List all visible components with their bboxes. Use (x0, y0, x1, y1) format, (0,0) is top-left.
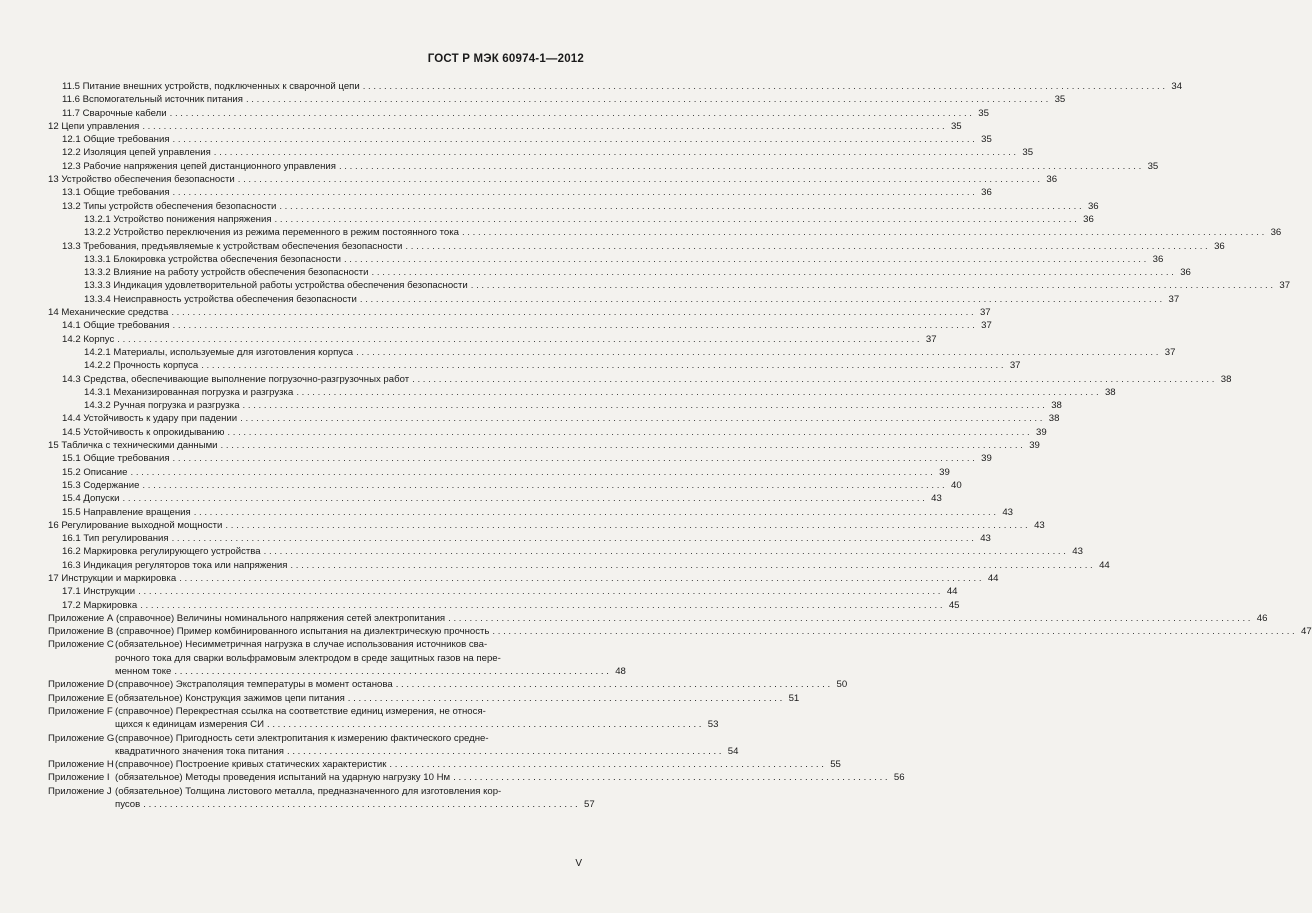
dot-leader (174, 665, 608, 678)
toc-entry-page: 37 (1168, 293, 1180, 305)
dot-leader (142, 479, 944, 492)
toc-appendix-entry[interactable] (48, 705, 719, 732)
dot-leader (243, 399, 1045, 412)
toc-entry[interactable] (48, 186, 992, 199)
toc-entry-label: Приложение А (справочное) Величины номинального напряжения сетей электропитания (48, 612, 446, 624)
dot-leader (201, 359, 1003, 372)
toc-entry-label: 14 Механические средства (48, 307, 169, 319)
dot-leader (142, 120, 944, 133)
appendix-title-line: щихся к единицам измерения СИ (115, 719, 264, 731)
dot-leader (171, 306, 973, 319)
toc-entry-page: 38 (1220, 373, 1232, 385)
dot-leader (173, 133, 975, 146)
toc-entry-label: 16 Регулирование выходной мощности (48, 519, 223, 531)
toc-entry-page: 34 (1171, 81, 1183, 92)
toc-entry[interactable] (48, 133, 992, 146)
toc-entry-page: 36 (1152, 253, 1164, 265)
dot-leader (246, 93, 1048, 106)
dot-leader (179, 572, 981, 585)
toc-entry[interactable] (48, 625, 1312, 638)
dot-leader (238, 173, 1040, 186)
toc-entry-page: 36 (1214, 240, 1225, 252)
dot-leader (279, 200, 1081, 213)
toc-entry-label: 11.5 Питание внешних устройств, подключенных к сварочной цепи (62, 81, 360, 92)
toc-entry[interactable] (48, 226, 1282, 239)
toc-entry[interactable] (48, 412, 1060, 425)
toc-entry-page: 43 (980, 533, 991, 545)
dot-leader (123, 492, 925, 505)
toc-entry[interactable] (48, 612, 1268, 625)
dot-leader (172, 532, 974, 545)
dot-leader (363, 80, 1165, 93)
standard-header: ГОСТ Р МЭК 60974-1—2012 (427, 53, 584, 65)
dot-leader (173, 452, 975, 465)
toc-entry[interactable] (48, 545, 1083, 558)
dot-leader (173, 186, 975, 199)
toc-entry[interactable] (48, 399, 1062, 412)
toc-entry-page: 36 (981, 187, 992, 199)
appendix-label: Приложение J (48, 785, 112, 797)
appendix-title-line: (обязательное) Методы проведения испытаний на ударную нагрузку 10 Нм (115, 772, 451, 784)
toc-appendix-entry[interactable] (48, 678, 848, 691)
dot-leader (348, 692, 782, 705)
toc-entry[interactable] (48, 120, 962, 133)
toc-entry[interactable] (48, 200, 1099, 213)
dot-leader (117, 333, 919, 346)
toc-entry-label: 14.3 Средства, обеспечивающие выполнение погрузочно-разгрузочных работ (62, 373, 410, 385)
dot-leader (225, 519, 1027, 532)
dot-leader (264, 545, 1066, 558)
appendix-label: Приложение Е (48, 692, 114, 704)
dot-leader (194, 506, 996, 519)
toc-entry[interactable] (48, 585, 958, 598)
toc-entry-label: 17.2 Маркировка (62, 599, 138, 611)
dot-leader (360, 293, 1162, 306)
toc-entry[interactable] (48, 333, 937, 346)
dot-leader (170, 107, 972, 120)
toc-entry-page: 36 (1270, 227, 1282, 239)
toc-entry-page: 35 (1147, 160, 1159, 172)
appendix-page: 54 (727, 745, 739, 757)
toc-entry[interactable] (48, 253, 1164, 266)
toc-entry-page: 37 (925, 333, 937, 345)
toc-entry[interactable] (48, 386, 1116, 399)
toc-entry-label: 12.1 Общие требования (62, 134, 170, 146)
toc-entry-label: 13 Устройство обеспечения безопасности (48, 174, 235, 186)
toc-entry-label: 17.1 Инструкции (62, 586, 136, 598)
dot-leader (296, 386, 1098, 399)
toc-entry-label: 12.2 Изоляция цепей управления (62, 147, 211, 159)
appendix-page: 57 (584, 799, 595, 811)
toc-appendix-entry[interactable] (48, 785, 595, 812)
dot-leader (138, 585, 940, 598)
dot-leader (396, 678, 830, 691)
toc-entry-label: 11.7 Сварочные кабели (62, 107, 167, 119)
dot-leader (140, 599, 942, 612)
appendix-title-line: (справочное) Пригодность сети электропитания к измерению фактического средне- (115, 732, 489, 744)
toc-entry-page: 35 (978, 107, 989, 119)
appendix-page: 53 (707, 719, 719, 731)
toc-entry[interactable] (48, 373, 1232, 386)
dot-leader (339, 160, 1141, 173)
toc-entry-label: 13.2.2 Устройство переключения из режима переменного в режим постоянного тока (84, 227, 459, 239)
appendix-label: Приложение I (48, 772, 110, 784)
table-of-contents (48, 80, 1312, 811)
toc-entry-label: 12 Цепи управления (48, 120, 140, 132)
toc-entry-page: 37 (1164, 346, 1176, 358)
toc-entry-page: 36 (1087, 200, 1099, 212)
toc-entry-label: 17 Инструкции и маркировка (48, 572, 177, 584)
dot-leader (240, 412, 1042, 425)
toc-entry-label: 15.2 Описание (62, 466, 128, 478)
toc-entry-page: 43 (1034, 519, 1045, 531)
toc-entry-page: 37 (979, 307, 991, 319)
toc-entry-page: 39 (1029, 440, 1040, 452)
dot-leader (462, 226, 1264, 239)
dot-leader (356, 346, 1158, 359)
dot-leader (287, 745, 721, 758)
toc-entry-label: 14.3.1 Механизированная погрузка и разгрузка (84, 386, 294, 398)
appendix-title-line: (обязательное) Несимметричная нагрузка в случае использования источников сва- (115, 639, 488, 651)
appendix-page: 56 (893, 772, 905, 784)
toc-entry[interactable] (48, 266, 1191, 279)
toc-entry-page: 35 (1022, 147, 1034, 159)
dot-leader (214, 146, 1016, 159)
appendix-title-line: квадратичного значения тока питания (115, 745, 284, 757)
toc-entry[interactable] (48, 346, 1176, 359)
toc-entry-page: 44 (946, 586, 958, 598)
toc-entry-page: 36 (1046, 174, 1058, 186)
toc-entry[interactable] (48, 506, 1013, 519)
toc-entry-page: 35 (1054, 94, 1066, 106)
toc-entry-label: 14.1 Общие требования (62, 320, 170, 332)
toc-entry-label: 11.6 Вспомогательный источник питания (62, 94, 243, 106)
toc-entry[interactable] (48, 479, 962, 492)
toc-entry-label: 13.3.1 Блокировка устройства обеспечения безопасности (84, 253, 341, 265)
dot-leader (143, 798, 577, 811)
toc-entry-label: 15 Табличка с техническими данными (48, 440, 218, 452)
toc-entry-label: 16.1 Тип регулирования (62, 533, 169, 545)
page-number: V (575, 858, 582, 869)
dot-leader (389, 758, 823, 771)
appendix-title-line: (обязательное) Толщина листового металла, предназначенного для изготовления кор- (115, 785, 502, 797)
toc-entry[interactable] (48, 107, 989, 120)
toc-entry-page: 37 (1279, 280, 1291, 292)
toc-entry[interactable] (48, 492, 942, 505)
toc-entry[interactable] (48, 599, 960, 612)
toc-entry-label: 13.1 Общие требования (62, 187, 170, 199)
appendix-title-line: (справочное) Построение кривых статических характеристик (115, 759, 387, 771)
toc-appendix-entry[interactable] (48, 638, 626, 678)
toc-entry[interactable] (48, 519, 1045, 532)
toc-entry-page: 43 (1002, 506, 1013, 518)
dot-leader (492, 625, 1294, 638)
toc-entry-page: 46 (1256, 612, 1268, 624)
appendix-label: Приложение G (48, 732, 115, 744)
toc-entry-page: 35 (981, 134, 992, 146)
toc-entry-label: 14.4 Устойчивость к удару при падении (62, 413, 238, 425)
toc-entry-page: 37 (1009, 360, 1021, 372)
toc-entry-page: 47 (1301, 626, 1312, 638)
toc-entry-page: 36 (1083, 213, 1094, 225)
toc-entry-page: 45 (948, 599, 960, 611)
toc-entry-label: 13.3.4 Неисправность устройства обеспечения безопасности (84, 293, 357, 305)
toc-entry-page: 39 (1036, 426, 1047, 438)
dot-leader (453, 771, 887, 784)
toc-entry-label: 13.3.2 Влияние на работу устройств обеспечения безопасности (84, 267, 369, 279)
toc-entry-label: 13.3.3 Индикация удовлетворительной работы устройства обеспечения безопасности (84, 280, 468, 292)
toc-entry[interactable] (48, 572, 999, 585)
appendix-label: Приложение С (48, 639, 114, 651)
toc-entry-label: 15.3 Содержание (62, 479, 140, 491)
toc-entry-page: 43 (931, 493, 942, 505)
toc-entry-label: 15.1 Общие требования (62, 453, 170, 465)
toc-entry-label: 12.3 Рабочие напряжения цепей дистанционного управления (62, 160, 336, 172)
appendix-page: 51 (788, 692, 800, 704)
dot-leader (372, 266, 1174, 279)
toc-entry[interactable] (48, 160, 1159, 173)
toc-entry[interactable] (48, 293, 1180, 306)
toc-entry-page: 44 (987, 572, 999, 584)
toc-entry[interactable] (48, 306, 991, 319)
appendix-title-line: менном токе (115, 666, 172, 678)
toc-entry-label: 16.3 Индикация регуляторов тока или напряжения (62, 559, 288, 571)
toc-entry-page: 37 (981, 320, 992, 332)
toc-entry[interactable] (48, 559, 1110, 572)
dot-leader (405, 240, 1207, 253)
appendix-title-line: (справочное) Экстраполяция температуры в момент останова (115, 679, 393, 691)
appendix-title-line: (обязательное) Конструкция зажимов цепи питания (115, 692, 345, 704)
toc-entry[interactable] (48, 93, 1066, 106)
toc-entry-label: Приложение В (справочное) Пример комбинированного испытания на диэлектрическую прочность (48, 626, 490, 638)
toc-entry-page: 38 (1051, 400, 1062, 412)
toc-entry-page: 39 (939, 466, 950, 478)
toc-entry[interactable] (48, 426, 1047, 439)
appendix-title-line: (справочное) Перекрестная ссылка на соответствие единиц измерения, не относя- (115, 705, 486, 717)
appendix-page: 48 (615, 666, 626, 678)
toc-entry-page: 43 (1072, 546, 1083, 558)
appendix-title-line: рочного тока для сварки вольфрамовым электродом в среде защитных газов на пере- (115, 652, 501, 664)
toc-entry[interactable] (48, 532, 991, 545)
toc-entry-label: 13.2.1 Устройство понижения напряжения (84, 213, 272, 225)
toc-entry[interactable] (48, 279, 1291, 292)
toc-entry[interactable] (48, 319, 992, 332)
appendix-label: Приложение F (48, 705, 113, 717)
toc-entry-label: 13.3 Требования, предъявляемые к устройствам обеспечения безопасности (62, 240, 403, 252)
toc-entry[interactable] (48, 359, 1021, 372)
toc-entry-label: 16.2 Маркировка регулирующего устройства (62, 546, 261, 558)
appendix-label: Приложение D (48, 679, 114, 691)
toc-entry[interactable] (48, 173, 1058, 186)
toc-appendix-entry[interactable] (48, 732, 739, 759)
dot-leader (267, 718, 701, 731)
toc-entry-label: 14.2.1 Материалы, используемые для изготовления корпуса (84, 346, 354, 358)
toc-appendix-entry[interactable] (48, 692, 800, 705)
dot-leader (290, 559, 1092, 572)
dot-leader (275, 213, 1077, 226)
toc-entry-label: 15.4 Допуски (62, 493, 120, 505)
toc-entry[interactable] (48, 240, 1225, 253)
appendix-title-line: пусов (115, 799, 141, 811)
appendix-page: 50 (836, 679, 848, 691)
toc-entry-page: 39 (981, 453, 992, 465)
dot-leader (471, 279, 1273, 292)
toc-entry[interactable] (48, 213, 1094, 226)
dot-leader (412, 373, 1214, 386)
dot-leader (130, 466, 932, 479)
dot-leader (448, 612, 1250, 625)
dot-leader (227, 426, 1029, 439)
toc-entry[interactable] (48, 80, 1183, 93)
appendix-page: 55 (830, 759, 841, 771)
toc-entry-label: 13.2 Типы устройств обеспечения безопасности (62, 200, 277, 212)
toc-entry-page: 38 (1048, 413, 1060, 425)
toc-entry[interactable] (48, 146, 1034, 159)
toc-entry-label: 14.2.2 Прочность корпуса (84, 360, 199, 372)
appendix-label: Приложение Н (48, 759, 114, 771)
toc-appendix-entry[interactable] (48, 771, 905, 784)
dot-leader (173, 319, 975, 332)
toc-entry-page: 38 (1104, 386, 1116, 398)
toc-entry[interactable] (48, 439, 1040, 452)
toc-entry-page: 44 (1099, 559, 1110, 571)
toc-entry-label: 14.2 Корпус (62, 333, 115, 345)
toc-entry-label: 14.5 Устойчивость к опрокидыванию (62, 426, 225, 438)
dot-leader (344, 253, 1146, 266)
dot-leader (221, 439, 1023, 452)
toc-entry[interactable] (48, 466, 950, 479)
toc-entry-page: 36 (1180, 267, 1191, 279)
toc-entry-label: 14.3.2 Ручная погрузка и разгрузка (84, 400, 240, 412)
toc-entry[interactable] (48, 452, 992, 465)
toc-entry-page: 40 (951, 479, 962, 491)
toc-entry-page: 35 (950, 120, 962, 132)
toc-entry-label: 15.5 Направление вращения (62, 506, 191, 518)
toc-appendix-entry[interactable] (48, 758, 841, 771)
